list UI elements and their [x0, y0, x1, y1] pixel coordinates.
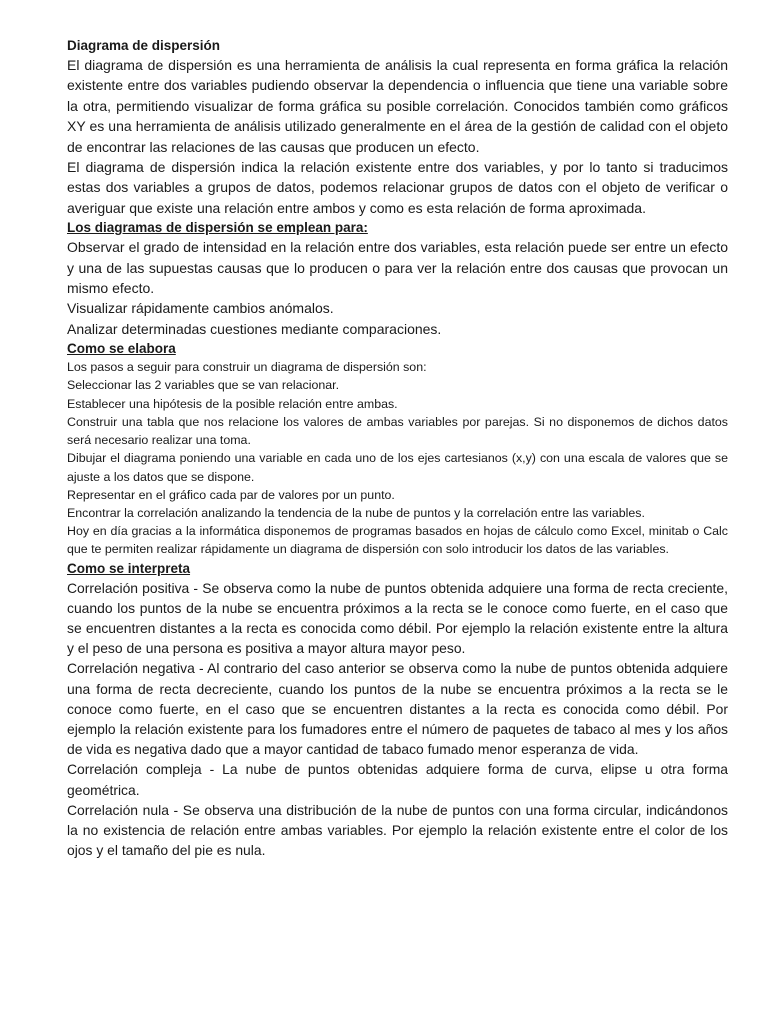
- interpret-item-complex: Correlación compleja - La nube de puntos obtenidas adquiere forma de curva, elipse u otra forma geométrica.: [67, 761, 728, 798]
- steps-item: Dibujar el diagrama poniendo una variable en cada uno de los ejes cartesianos (x,y) con una escala de valores que se ajuste a los datos que se dispone.: [67, 451, 728, 484]
- interpret-heading: Como se interpreta: [67, 560, 191, 576]
- steps-item: Seleccionar las 2 variables que se van relacionar.: [67, 378, 340, 393]
- intro-paragraph-2: El diagrama de dispersión indica la relación existente entre dos variables, y por lo tanto si traducimos estas dos variables a grupos de datos, podemos relacionar grupos de datos con el objeto de verificar o averiguar que existe una relación entre ambos y como es esta relación de forma aproximada.: [67, 159, 728, 216]
- interpret-item-positive: Correlación positiva - Se observa como la nube de puntos obtenida adquiere una forma de recta creciente, cuando los puntos de la nube se encuentra próximos a la recta se le conoce como fuerte, en el caso que se encuentren distantes a la recta es conocida como débil. Por ejemplo la relación existente entre la altura y el peso de una persona es positiva a mayor altura mayor peso.: [67, 579, 728, 657]
- uses-item: Visualizar rápidamente cambios anómalos.: [67, 300, 334, 317]
- document-page: [67, 36, 728, 860]
- steps-item: Encontrar la correlación analizando la tendencia de la nube de puntos y la correlación entre las variables.: [67, 505, 645, 520]
- steps-item: Construir una tabla que nos relacione los valores de ambas variables por parejas. Si no disponemos de dichos datos será necesario realizar una toma.: [67, 414, 728, 448]
- interpret-item-negative: Correlación negativa - Al contrario del caso anterior se observa como la nube de puntos obtenida adquiere una forma de recta decreciente, cuando los puntos de la nube se encuentra próximos a la recta se le conoce como fuerte, en el caso que se encuentren distantes a la recta es conocida como débil. Por ejemplo la relación existente para los fumadores entre el número de paquetes de tabaco al mes y los años de vida es negativa dado que a mayor cantidad de tabaco fumado menor esperanza de vida.: [67, 660, 728, 758]
- uses-heading: Los diagramas de dispersión se emplean para:: [67, 220, 368, 236]
- uses-item: Analizar determinadas cuestiones mediante comparaciones.: [67, 320, 442, 337]
- steps-item: Establecer una hipótesis de la posible relación entre ambas.: [67, 396, 398, 411]
- uses-item: Observar el grado de intensidad en la relación entre dos variables, esta relación puede ser entre un efecto y una de las supuestas causas que lo producen o para ver la relación entre dos causas que provocan un mismo efecto.: [67, 239, 728, 297]
- intro-paragraph-1: El diagrama de dispersión es una herramienta de análisis la cual representa en forma gráfica la relación existente entre dos variables pudiendo observar la dependencia o influencia que tiene una variable sobre la otra, permitiendo visualizar de forma gráfica su posible correlación. Conocidos también como gráficos XY es una herramienta de análisis utilizado generalmente en el área de la gestión de calidad con el objeto de encontrar las relaciones de las causas que producen un efecto.: [67, 57, 728, 155]
- steps-item: Hoy en día gracias a la informática disponemos de programas basados en hojas de cálculo como Excel, minitab o Calc que te permiten realizar rápidamente un diagrama de dispersión con solo introducir los datos de las variables.: [67, 524, 728, 557]
- interpret-item-null: Correlación nula - Se observa una distribución de la nube de puntos con una forma circular, indicándonos la no existencia de relación entre ambas variables. Por ejemplo la relación existente entre el color de los ojos y el tamaño del pie es nula.: [67, 801, 728, 859]
- document-title: Diagrama de dispersión: [67, 38, 221, 53]
- steps-item: Representar en el gráfico cada par de valores por un punto.: [67, 487, 395, 502]
- steps-item: Los pasos a seguir para construir un diagrama de dispersión son:: [67, 360, 427, 375]
- steps-heading: Como se elabora: [67, 341, 176, 357]
